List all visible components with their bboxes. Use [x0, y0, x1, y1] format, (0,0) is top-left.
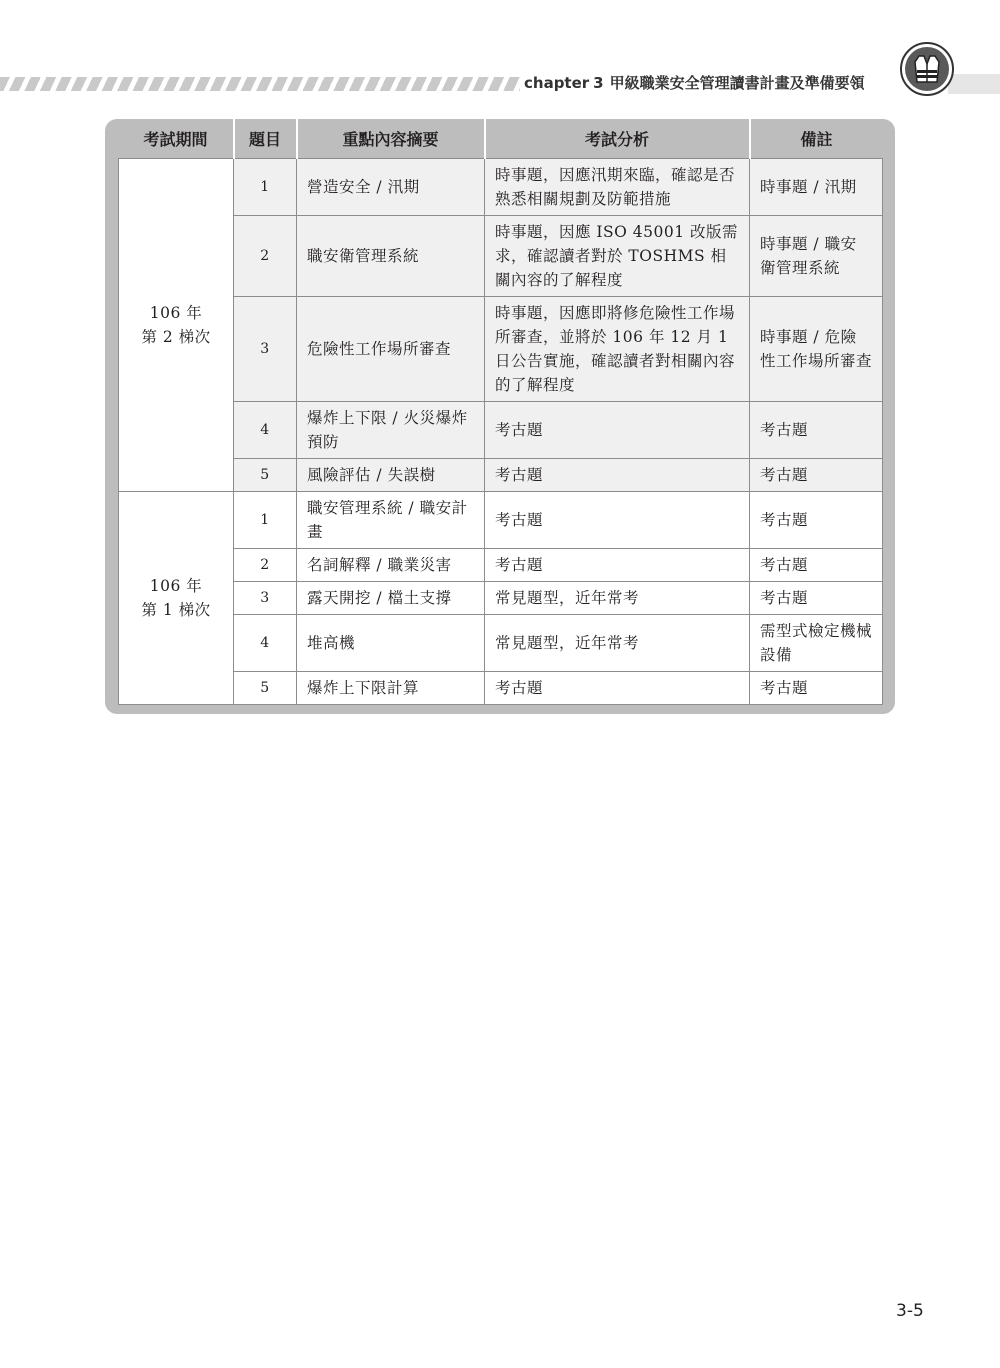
analysis-cell: 常見題型，近年常考: [485, 615, 750, 672]
analysis-cell: 時事題，因應即將修危險性工作場所審查，並將於 106 年 12 月 1 日公告實施，確認讀者對相關內容的了解程度: [485, 297, 750, 402]
header-period: 考試期間: [119, 119, 234, 159]
chapter-title: 甲級職業安全管理讀書計畫及準備要領: [609, 74, 865, 92]
table-row: [119, 615, 883, 672]
note-cell: 時事題 / 職安衛管理系統: [750, 216, 883, 297]
header-analysis: 考試分析: [485, 119, 750, 159]
period-batch: 第 1 梯次: [141, 601, 211, 619]
summary-cell: 爆炸上下限計算: [297, 672, 485, 705]
summary-cell: 風險評估 / 失誤樹: [297, 459, 485, 492]
chapter-label: chapter: [524, 74, 590, 92]
table-row: [119, 672, 883, 705]
analysis-cell: 考古題: [485, 459, 750, 492]
question-number: 3: [234, 297, 297, 402]
table-header-row: [119, 119, 883, 159]
summary-cell: 職安管理系統 / 職安計畫: [297, 492, 485, 549]
chapter-number: 3: [593, 74, 604, 92]
page-number: 3-5: [896, 1301, 924, 1321]
header-note: 備註: [750, 119, 883, 159]
vest-icon: [910, 52, 944, 86]
safety-vest-logo-icon: [900, 42, 954, 96]
table-row: [119, 459, 883, 492]
header-band: [948, 74, 1000, 94]
note-cell: 考古題: [750, 492, 883, 549]
period-cell: [119, 492, 234, 705]
question-number: 1: [234, 159, 297, 216]
summary-cell: 危險性工作場所審查: [297, 297, 485, 402]
question-number: 2: [234, 216, 297, 297]
note-cell: 考古題: [750, 402, 883, 459]
period-batch: 第 2 梯次: [141, 328, 211, 346]
analysis-cell: 時事題，因應汛期來臨，確認是否熟悉相關規劃及防範措施: [485, 159, 750, 216]
question-number: 1: [234, 492, 297, 549]
note-cell: 時事題 / 危險性工作場所審查: [750, 297, 883, 402]
table-row: [119, 402, 883, 459]
header-summary: 重點內容摘要: [297, 119, 485, 159]
note-cell: 考古題: [750, 549, 883, 582]
analysis-cell: 考古題: [485, 492, 750, 549]
analysis-cell: 常見題型，近年常考: [485, 582, 750, 615]
question-number: 4: [234, 615, 297, 672]
running-header: [0, 60, 1000, 106]
note-cell: 考古題: [750, 582, 883, 615]
note-cell: 考古題: [750, 459, 883, 492]
summary-cell: 職安衛管理系統: [297, 216, 485, 297]
table-row: [119, 582, 883, 615]
question-number: 4: [234, 402, 297, 459]
note-cell: 需型式檢定機械設備: [750, 615, 883, 672]
table-row: [119, 297, 883, 402]
period-cell: [119, 159, 234, 492]
table-row: [119, 216, 883, 297]
question-number: 5: [234, 672, 297, 705]
analysis-cell: 考古題: [485, 402, 750, 459]
summary-cell: 名詞解釋 / 職業災害: [297, 549, 485, 582]
analysis-cell: 考古題: [485, 672, 750, 705]
summary-cell: 爆炸上下限 / 火災爆炸預防: [297, 402, 485, 459]
question-number: 3: [234, 582, 297, 615]
summary-cell: 營造安全 / 汛期: [297, 159, 485, 216]
header-question: 題目: [234, 119, 297, 159]
table-row: [119, 492, 883, 549]
table-row: [119, 159, 883, 216]
analysis-cell: 考古題: [485, 549, 750, 582]
question-number: 2: [234, 549, 297, 582]
summary-cell: 露天開挖 / 檔土支撐: [297, 582, 485, 615]
exam-analysis-table: [118, 119, 883, 705]
period-year: 106 年: [149, 304, 203, 322]
summary-cell: 堆高機: [297, 615, 485, 672]
header-stripes: [0, 77, 520, 91]
note-cell: 考古題: [750, 672, 883, 705]
table-row: [119, 549, 883, 582]
chapter-heading: [524, 73, 865, 93]
question-number: 5: [234, 459, 297, 492]
note-cell: 時事題 / 汛期: [750, 159, 883, 216]
analysis-cell: 時事題，因應 ISO 45001 改版需求，確認讀者對於 TOSHMS 相關內容的了解程度: [485, 216, 750, 297]
period-year: 106 年: [149, 577, 203, 595]
